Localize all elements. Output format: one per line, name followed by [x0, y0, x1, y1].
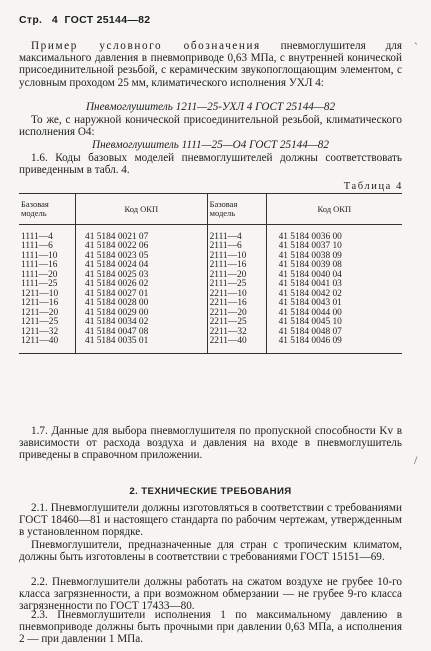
para-1-7-text: 1.7. Данные для выбора пневмоглушителя по пропускной способности Kv в зависимости от расхода воздуха и давления на входе в пневмоглушитель приведены в справочном приложении. [19, 425, 402, 462]
model-cell: 2111—10 [207, 252, 266, 262]
model-cell: 2111—16 [207, 261, 266, 271]
okp-code-cell: 41 5184 0028 00 [76, 299, 208, 309]
paragraph-2-3 [19, 609, 402, 646]
para-2-2-text: 2.2. Пневмоглушители должны работать на сжатом воздухе не грубее 10-го класса загрязненности, а при возможном обмерзании — не грубее 9-го класса загрязненности по ГОСТ 17433—80. [19, 576, 402, 613]
okp-code-cell: 41 5184 0041 03 [266, 280, 402, 290]
table-row [19, 224, 402, 242]
example-text: пневмоглушителя для максимального давления в пневмоприводе 0,63 МПа, с внутренней конической присоединительной резьбой, с керамическим звукопоглощающим элементом, с условным проходом 25 мм, климатического исполнения УХЛ 4: [19, 40, 402, 89]
page-number: 4 [51, 14, 59, 26]
table-header-row [19, 194, 402, 225]
page-header [19, 14, 150, 26]
model-cell: 2211—20 [207, 309, 266, 319]
paragraph-1-6 [19, 152, 402, 176]
okp-code-cell: 41 5184 0037 10 [266, 242, 402, 252]
okp-code-cell: 41 5184 0046 09 [266, 337, 402, 353]
okp-code-cell: 41 5184 0042 02 [266, 290, 402, 300]
okp-code-cell: 41 5184 0039 08 [266, 261, 402, 271]
para-2-3-text: 2.3. Пневмоглушители исполнения 1 по максимальному давлению в пневмоприводе должны быть прочными при давлении 0,63 МПа, а исполнения 2 — при давлении 1 МПа. [19, 609, 402, 646]
okp-code-cell: 41 5184 0048 07 [266, 328, 402, 338]
paragraph-2-1 [19, 502, 402, 539]
designation-1: Пневмоглушитель 1211—25-УХЛ 4 ГОСТ 25144—82 [85, 101, 336, 113]
model-cell: 2111—25 [207, 280, 266, 290]
model-cell: 2211—32 [207, 328, 266, 338]
header-model-2: Базовая модель [207, 194, 266, 225]
margin-slash-mark: / [414, 453, 418, 467]
para-tropic-text: Пневмоглушители, предназначенные для стран с тропическим климатом, должны быть изготовлены в соответствии с требованиями ГОСТ 15151—69. [19, 539, 402, 564]
okp-code-cell: 41 5184 0044 00 [266, 309, 402, 319]
model-cell: 1211—10 [21, 288, 59, 299]
header-model-1: Базовая модель [19, 194, 76, 225]
paragraph-tropic [19, 539, 402, 563]
paragraph-2-2 [19, 576, 402, 613]
okp-code-cell: 41 5184 0026 02 [76, 280, 208, 290]
header-code-1: Код ОКП [76, 194, 208, 225]
model-cell: 1111—6 [21, 241, 53, 252]
model-cell: 1111—10 [21, 250, 58, 261]
model-cell: 1211—16 [21, 298, 59, 309]
model-cell: 2111—6 [207, 242, 266, 252]
standard-number: ГОСТ 25144—82 [64, 14, 151, 26]
page-label: Стр. [19, 14, 43, 26]
okp-code-cell: 41 5184 0025 03 [76, 271, 208, 281]
okp-code-cell: 41 5184 0022 06 [76, 242, 208, 252]
okp-code-cell: 41 5184 0045 10 [266, 318, 402, 328]
model-cell: 2111—4 [207, 224, 266, 242]
paragraph-1-7 [19, 425, 402, 462]
example-lead: Пример условного обозначения [31, 40, 261, 52]
designation-2: Пневмоглушитель 1111—25—О4 ГОСТ 25144—82 [92, 139, 329, 151]
model-cell: 1111—16 [21, 260, 58, 271]
model-cell: 1111—20 [21, 269, 58, 280]
okp-code-cell: 41 5184 0021 07 [76, 224, 208, 242]
para-1-6-text: 1.6. Коды базовых моделей пневмоглушителей должны соответствовать приведенным в табл. 4. [19, 152, 402, 177]
okp-code-cell: 41 5184 0023 05 [76, 252, 208, 262]
model-cell: 1211—40 [19, 337, 76, 353]
model-cell: 1211—25 [21, 317, 59, 328]
okp-code-cell: 41 5184 0029 00 [76, 309, 208, 319]
model-cell: 2211—25 [207, 318, 266, 328]
model-cell: 1211—20 [21, 307, 59, 318]
okp-code-cell: 41 5184 0038 09 [266, 252, 402, 262]
model-cell: 2211—40 [207, 337, 266, 353]
okp-code-cell: 41 5184 0043 01 [266, 299, 402, 309]
section-title: 2. ТЕХНИЧЕСКИЕ ТРЕБОВАНИЯ [129, 486, 292, 497]
model-cell: 2211—16 [207, 299, 266, 309]
margin-tick-mark: ˋ [414, 40, 418, 54]
model-cell: 1211—32 [21, 326, 59, 337]
okp-code-cell: 41 5184 0035 01 [76, 337, 208, 353]
table-caption: Таблица 4 [343, 181, 403, 192]
model-cell: 1111—4 [21, 231, 53, 242]
table-row [19, 337, 402, 353]
paragraph-same [19, 114, 402, 138]
okp-code-cell: 41 5184 0034 02 [76, 318, 208, 328]
table-body [19, 224, 402, 353]
okp-code-cell: 41 5184 0040 04 [266, 271, 402, 281]
para-2-1-text: 2.1. Пневмоглушители должны изготовляться в соответствии с требованиями ГОСТ 18460—81 и настоящего стандарта по рабочим чертежам, утвержденным в установленном порядке. [19, 502, 402, 539]
model-cell: 2111—20 [207, 271, 266, 281]
header-code-2: Код ОКП [266, 194, 402, 225]
models-table [19, 193, 402, 354]
same-text: То же, с наружной конической присоединительной резьбой, климатического исполнения О4: [19, 114, 402, 139]
paragraph-example [19, 40, 402, 89]
okp-code-cell: 41 5184 0027 01 [76, 290, 208, 300]
okp-code-cell: 41 5184 0024 04 [76, 261, 208, 271]
okp-code-cell: 41 5184 0047 08 [76, 328, 208, 338]
okp-code-cell: 41 5184 0036 00 [266, 224, 402, 242]
model-cell: 1111—25 [21, 279, 58, 290]
model-cell: 2211—10 [207, 290, 266, 300]
